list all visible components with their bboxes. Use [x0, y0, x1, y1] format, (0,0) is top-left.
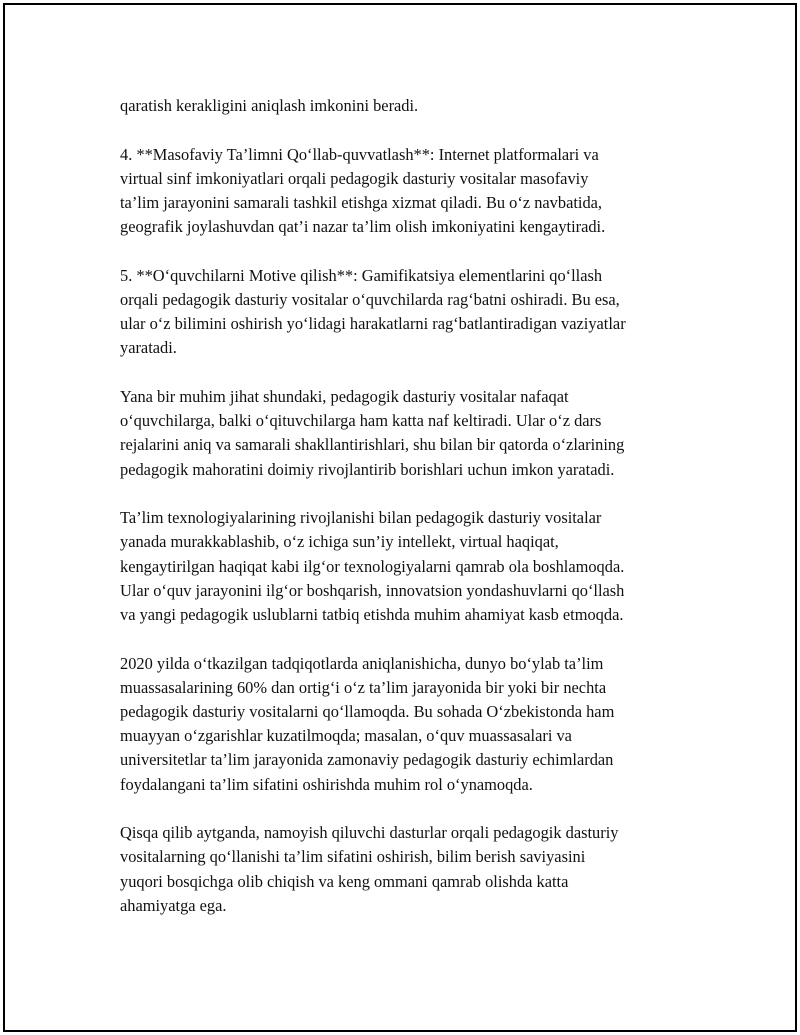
text-line: geografik joylashuvdan qat’i nazar ta’lim olish imkoniyatini kengaytiradi.	[120, 217, 606, 237]
text-line: Yana bir muhim jihat shundaki, pedagogik dasturiy vositalar nafaqat	[120, 387, 569, 406]
text-line: pedagogik mahoratini doimiy rivojlantirib borishlari uchun imkon yaratadi.	[120, 459, 615, 479]
text-line: va yangi pedagogik uslublarni tatbiq etishda muhim ahamiyat kasb etmoqda.	[120, 605, 624, 625]
text-line: universitetlar ta’lim jarayonida zamonaviy pedagogik dasturiy echimlardan	[120, 750, 614, 770]
paragraph-student-motivation	[120, 264, 710, 361]
text-line: Qisqa qilib aytganda, namoyish qiluvchi dasturlar orqali pedagogik dasturiy	[120, 823, 619, 843]
text-line: yuqori bosqichga olib chiqish va keng ommani qamrab olishda katta	[120, 871, 569, 891]
text-line: Ta’lim texnologiyalarining rivojlanishi bilan pedagogik dasturiy vositalar	[120, 508, 602, 528]
document-page	[3, 3, 797, 1032]
text-line: orqali pedagogik dasturiy vositalar o‘quvchilarda rag‘batni oshiradi. Bu esa,	[120, 290, 620, 309]
text-line: muayyan o‘zgarishlar kuzatilmoqda; masalan, o‘quv muassasalari va	[120, 726, 572, 746]
text-line: 4. **Masofaviy Ta’limni Qo‘llab-quvvatlash**: Internet platformalari va	[120, 144, 599, 164]
text-line: virtual sinf imkoniyatlari orqali pedagogik dasturiy vositalar masofaviy	[120, 168, 589, 188]
text-line: muassasalarining 60% dan ortig‘i o‘z ta’lim jarayonida bir yoki bir nechta	[120, 677, 607, 697]
text-line: o‘quvchilarga, balki o‘qituvchilarga ham katta naf keltiradi. Ular o‘z dars	[120, 411, 602, 431]
paragraph-technology-development	[120, 506, 710, 627]
text-line: yanada murakkablashib, o‘z ichiga sun’iy intellekt, virtual haqiqat,	[120, 532, 559, 552]
text-line: foydalangani ta’lim sifatini oshirishda muhim rol o‘ynamoqda.	[120, 774, 533, 794]
text-line: 2020 yilda o‘tkazilgan tadqiqotlarda aniqlanishicha, dunyo bo‘ylab ta’lim	[120, 653, 604, 673]
text-line: 5. **O‘quvchilarni Motive qilish**: Gamifikatsiya elementlarini qo‘llash	[120, 265, 603, 285]
text-line: Ular o‘quv jarayonini ilg‘or boshqarish, innovatsion yondashuvlarni qo‘llash	[120, 580, 625, 600]
paragraph-research-2020	[120, 652, 710, 797]
text-line: ta’lim jarayonini samarali tashkil etishga xizmat qiladi. Bu o‘z navbatida,	[120, 193, 603, 212]
text-line: yaratadi.	[120, 338, 177, 358]
paragraph-continuation	[120, 94, 710, 118]
text-line: vositalarning qo‘llanishi ta’lim sifatini oshirish, bilim berish saviyasini	[120, 847, 586, 867]
document-body	[120, 94, 710, 942]
text-line: ular o‘z bilimini oshirish yo‘lidagi harakatlarni rag‘batlantiradigan vaziyatlar	[120, 314, 626, 334]
text-line: kengaytirilgan haqiqat kabi ilg‘or texnologiyalarni qamrab ola boshlamoqda.	[120, 556, 625, 576]
paragraph-conclusion	[120, 821, 710, 918]
text-line: ahamiyatga ega.	[120, 895, 227, 915]
text-line: qaratish kerakligini aniqlash imkonini beradi.	[120, 96, 419, 115]
paragraph-teacher-benefits	[120, 385, 710, 482]
paragraph-distance-learning	[120, 143, 710, 240]
text-line: pedagogik dasturiy vositalarni qo‘llamoqda. Bu sohada O‘zbekistonda ham	[120, 702, 615, 722]
text-line: rejalarini aniq va samarali shakllantirishlari, shu bilan bir qatorda o‘zlarining	[120, 435, 625, 455]
